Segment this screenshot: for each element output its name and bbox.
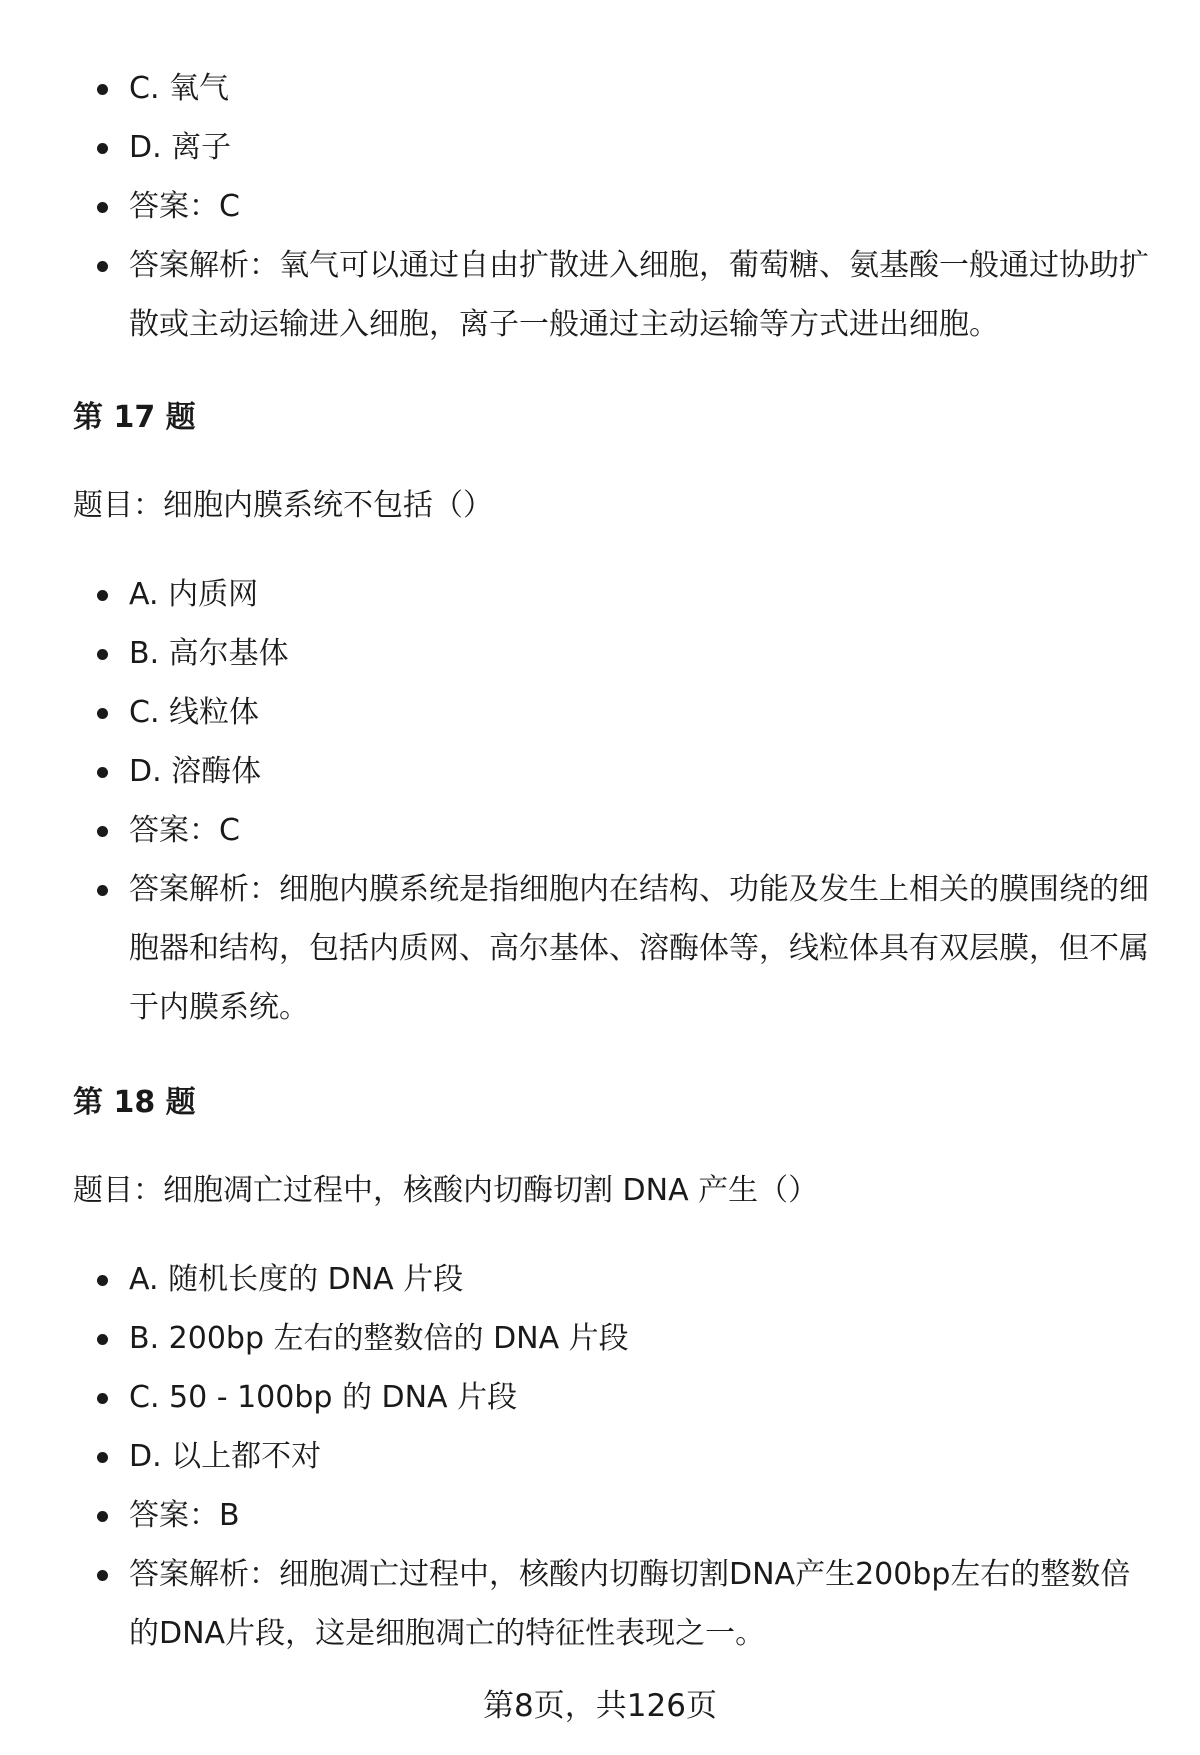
option-c: C. 氧气 [0, 59, 1200, 118]
option-d: D. 以上都不对 [0, 1427, 1200, 1486]
page-number-footer: 第8页，共126页 [483, 1688, 717, 1724]
answer-explanation: 答案解析：氧气可以通过自由扩散进入细胞，葡萄糖、氨基酸一般通过协助扩散或主动运输进入细胞，离子一般通过主动运输等方式进出细胞。 [0, 236, 1200, 354]
question-17-stem: 题目：细胞内膜系统不包括（） [73, 488, 493, 523]
question-18-heading: 第 18 题 [73, 1085, 196, 1120]
option-a: A. 随机长度的 DNA 片段 [0, 1250, 1200, 1309]
answer-line: 答案：B [0, 1486, 1200, 1545]
option-list [0, 565, 1200, 1037]
answer-explanation: 答案解析：细胞凋亡过程中，核酸内切酶切割DNA产生200bp左右的整数倍的DNA片段，这是细胞凋亡的特征性表现之一。 [0, 1545, 1200, 1663]
option-c: C. 50 - 100bp 的 DNA 片段 [0, 1368, 1200, 1427]
question-16-tail [0, 59, 1200, 354]
question-18-options [0, 1250, 1200, 1663]
answer-line: 答案：C [0, 177, 1200, 236]
question-17-options [0, 565, 1200, 1037]
question-17-heading: 第 17 题 [73, 400, 196, 435]
option-d: D. 溶酶体 [0, 742, 1200, 801]
option-d: D. 离子 [0, 118, 1200, 177]
option-b: B. 高尔基体 [0, 624, 1200, 683]
question-18-stem: 题目：细胞凋亡过程中，核酸内切酶切割 DNA 产生（） [73, 1173, 819, 1208]
option-b: B. 200bp 左右的整数倍的 DNA 片段 [0, 1309, 1200, 1368]
option-list [0, 1250, 1200, 1663]
option-a: A. 内质网 [0, 565, 1200, 624]
answer-explanation: 答案解析：细胞内膜系统是指细胞内在结构、功能及发生上相关的膜围绕的细胞器和结构，包括内质网、高尔基体、溶酶体等，线粒体具有双层膜，但不属于内膜系统。 [0, 860, 1200, 1037]
option-list [0, 59, 1200, 354]
option-c: C. 线粒体 [0, 683, 1200, 742]
answer-line: 答案：C [0, 801, 1200, 860]
